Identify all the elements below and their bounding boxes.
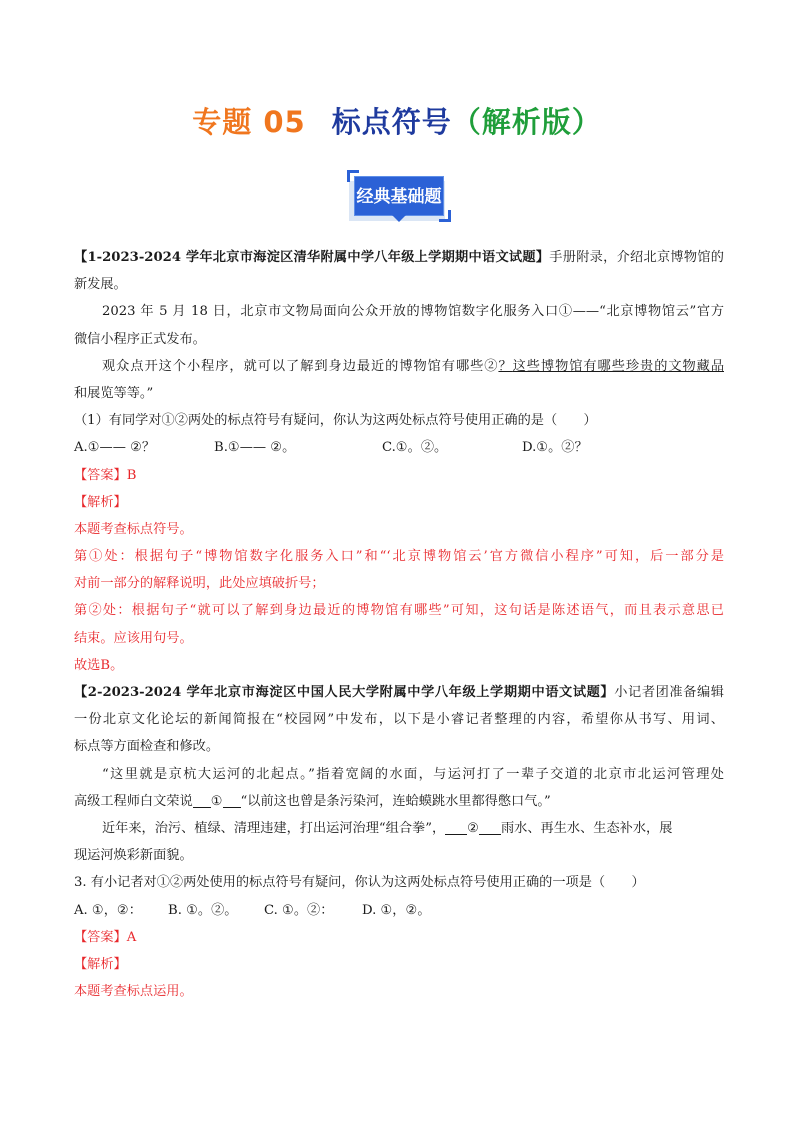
q1-explanation-1: 本题考查标点符号。 [74,521,193,537]
q1-analysis-label: 【解析】 [74,494,127,510]
q2-passage-1-cont [74,788,724,815]
q2-blank-2-right [479,818,501,835]
q2-passage-2-text: 近年来，治污、植绿、清理违建，打出运河治理“组合拳”， [102,820,446,836]
q1-passage-2-text: 观众点开这个小程序，就可以了解到身边最近的博物馆有哪些② [102,358,499,374]
q1-passage-2-cont: 和展览等等。” [74,385,154,401]
q2-intro-cont-1: 一份北京文化论坛的新闻简报在“校园网”中发布，以下是小睿记者整理的内容，希望你从书写、用词、 [74,712,724,728]
q1-option-d: D.①。②？ [522,440,588,456]
q1-explanation-2-cont: 对前一部分的解释说明，此处应填破折号； [74,576,325,592]
q2-passage-1-quote: “以前这也曾是条污染河，连蛤蟆跳水里都得憋口气。” [240,793,551,809]
q2-blank-1-right [223,791,241,808]
q1-option-c: C.①。②。 [382,440,448,456]
q1-intro: 手册附录，介绍北京博物馆的 [549,250,724,265]
q2-analysis-label: 【解析】 [74,956,127,972]
q2-intro: 小记者团准备编辑 [614,685,724,700]
q2-question: 3. 有小记者对①②两处使用的标点符号有疑问，你认为这两处标点符号使用正确的一项是（ ） [74,875,645,891]
q1-passage-2 [74,353,724,380]
q2-passage-1-speaker: 高级工程师白文荣说 [74,793,193,809]
q2-options [74,897,724,924]
banner-corner-bottom-right [439,210,451,222]
q2-option-a: A. ①，②： [74,902,142,918]
q2-blank-2-left [445,818,467,835]
q2-passage-1: “这里就是京杭大运河的北起点。”指着宽阔的水面，与运河打了一辈子交道的北京市北运河管理处 [102,766,724,782]
q2-option-c: C. ①。②： [264,902,334,918]
q1-option-a: A.①—— ②？ [74,440,156,456]
q1-option-b: B.①—— ②。 [214,440,296,456]
q2-option-b: B. ①。②。 [168,902,238,918]
q1-options [74,434,724,461]
q1-answer: 【答案】B [74,467,137,483]
q2-blank-1-marker: ① [210,793,223,809]
q1-intro-cont: 新发展。 [74,277,127,293]
q1-explanation-3-cont: 结束。应该用句号。 [74,630,193,646]
q1-underlined-mark: ？ [498,358,513,374]
q1-explanation-3: 第②处：根据句子“就可以了解到身边最近的博物馆有哪些”可知，这句话是陈述语气，而且表示意思已 [74,603,724,619]
q2-source: 【2-2023-2024 学年北京市海淀区中国人民大学附属中学八年级上学期期中语文试题】 [74,685,615,700]
q2-blank-1-left [193,791,211,808]
section-banner [354,176,444,224]
title-edition: （解析版） [451,105,602,139]
q1-source-line [74,244,724,271]
q2-passage-2 [74,815,724,842]
q2-option-d: D. ①，②。 [362,902,431,918]
q1-explanation-2: 第①处：根据句子“博物馆数字化服务入口”和“‘北京博物馆云’官方微信小程序”可知，后一部分是 [74,549,724,565]
q2-passage-2-cont: 现运河焕彩新面貌。 [74,848,193,864]
q2-answer: 【答案】A [74,929,137,945]
q1-question: （1）有同学对①②两处的标点符号有疑问，你认为这两处标点符号使用正确的是（ ） [74,413,597,429]
banner-label: 经典基础题 [354,176,444,216]
q2-intro-cont-2: 标点等方面检查和修改。 [74,739,220,755]
page-title [0,100,794,141]
q2-blank-2-marker: ② [467,820,479,836]
banner-pointer [392,215,406,222]
title-topic-number: 专题 05 [192,105,306,139]
banner-corner-top-left [347,170,359,182]
q1-conclusion: 故选B。 [74,657,124,673]
q2-source-line [74,679,724,706]
question-content [74,244,724,1005]
q1-underlined-text: 这些博物馆有哪些珍贵的文物藏品 [512,358,724,374]
title-topic-name: 标点符号 [331,105,452,139]
q2-passage-2-text-end: 雨水、再生水、生态补水，展 [501,820,673,836]
q1-passage-1-cont: 微信小程序正式发布。 [74,331,206,347]
q2-explanation-1: 本题考查标点运用。 [74,984,193,1000]
q1-source: 【1-2023-2024 学年北京市海淀区清华附属中学八年级上学期期中语文试题】 [74,250,550,265]
q1-passage-1: 2023 年 5 月 18 日，北京市文物局面向公众开放的博物馆数字化服务入口①——“北京博物馆云”官方 [102,304,724,320]
